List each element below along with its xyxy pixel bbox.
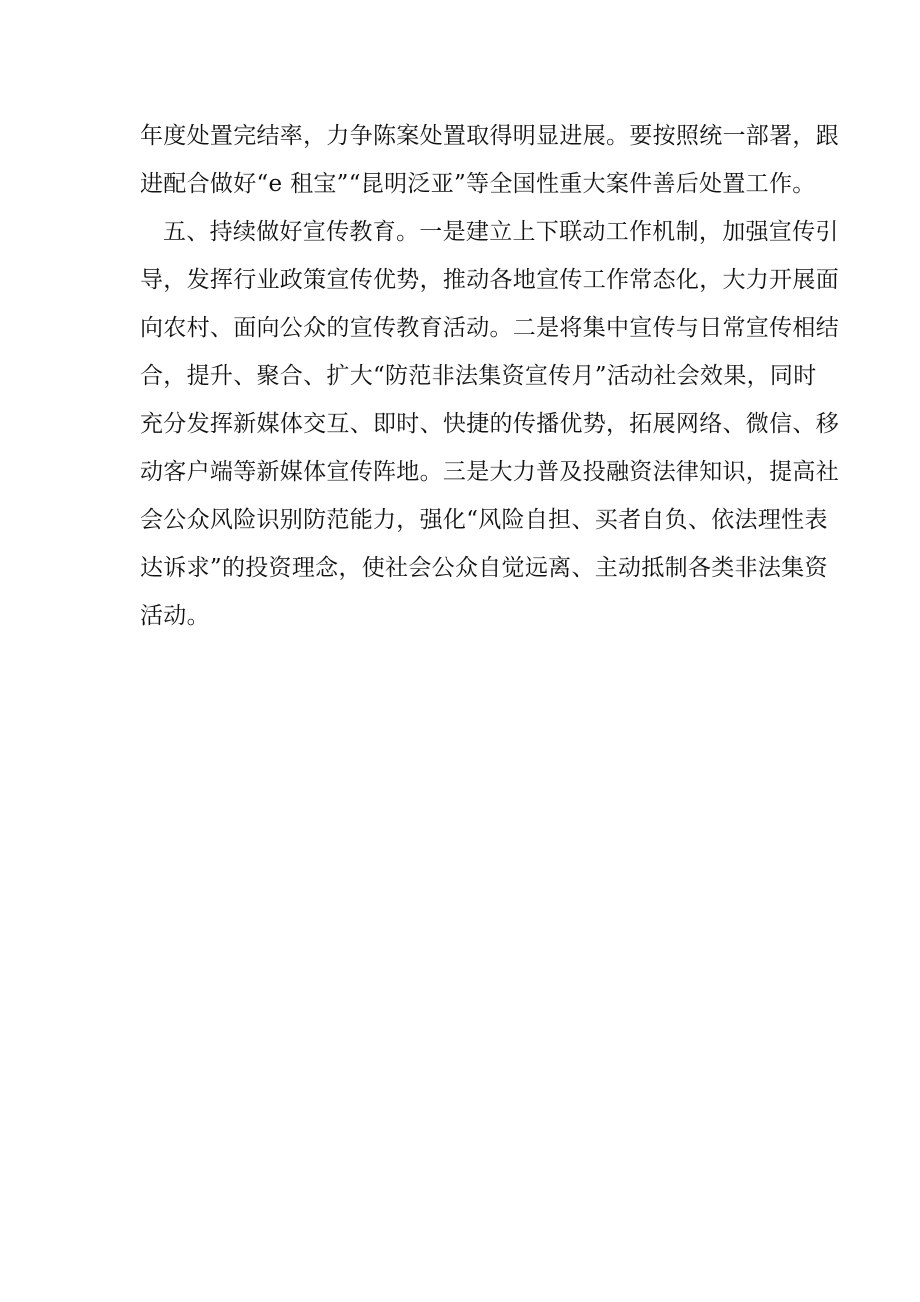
text-line: 会公众风险识别防范能力，强化“风险自担、买者自负、依法理性表: [140, 507, 828, 533]
text-line: 进配合做好“e 租宝”“昆明泛亚”等全国性重大案件善后处置工作。: [140, 171, 816, 197]
text-line: 充分发挥新媒体交互、即时、快捷的传播优势，拓展网络、微信、移: [140, 411, 839, 437]
text-line: 动客户端等新媒体宣传阵地。三是大力普及投融资法律知识，提高社: [140, 459, 839, 485]
body-text: [140, 112, 839, 640]
text-line: 向农村、面向公众的宣传教育活动。二是将集中宣传与日常宣传相结: [140, 315, 839, 341]
text-line: 合，提升、聚合、扩大“防范非法集资宣传月”活动社会效果，同时: [140, 363, 817, 389]
text-line: 年度处置完结率，力争陈案处置取得明显进展。要按照统一部署，跟: [140, 123, 839, 149]
text-line: 达诉求”的投资理念，使社会公众自觉远离、主动抵制各类非法集资: [140, 555, 828, 581]
text-line: 活动。: [140, 603, 210, 629]
section-heading-line: 五、持续做好宣传教育。一是建立上下联动工作机制，加强宣传引: [163, 219, 839, 245]
text-line: 导，发挥行业政策宣传优势，推动各地宣传工作常态化，大力开展面: [140, 267, 839, 293]
